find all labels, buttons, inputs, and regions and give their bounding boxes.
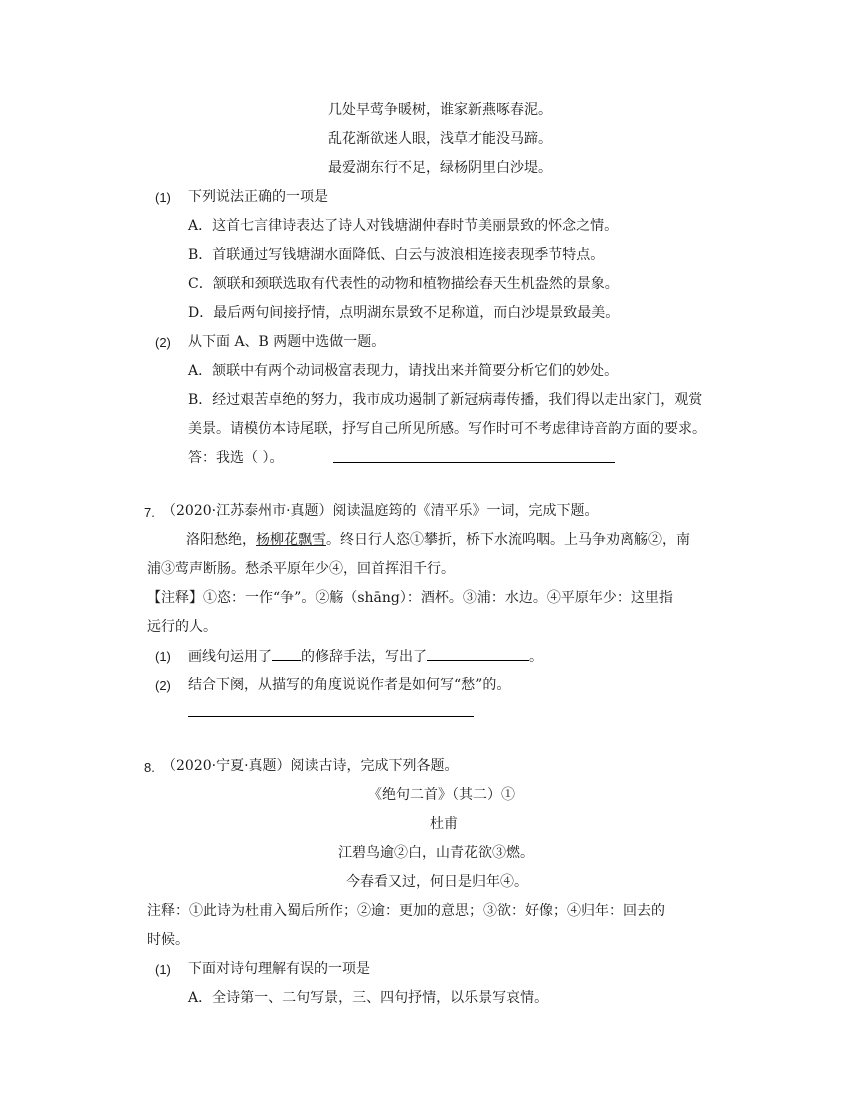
q8-poem-line-1: 江碧鸟逾②白，山青花欲③燃。 xyxy=(338,845,534,861)
q7-text-pre: 洛阳愁绝， xyxy=(186,532,256,548)
q8-source: （2020·宁夏·真题）阅读古诗，完成下列各题。 xyxy=(162,758,459,774)
q7-text-line1 xyxy=(186,530,690,550)
q8-poem-title: 《绝句二首》（其二）① xyxy=(368,787,515,803)
q6-sub2-choice-b-line1: B．经过艰苦卓绝的努力，我市成功遏制了新冠病毒传播，我们得以走出家门，观赏 xyxy=(188,392,703,408)
q6-answer-prompt: 答：我选（ ）。 xyxy=(188,450,284,466)
q7-note-line1: 【注释】①恣：一作“争”。②觞（shāng）：酒杯。③浦：水边。④平原年少：这里指 xyxy=(147,590,673,606)
q6-option-c: C．颔联和颈联选取有代表性的动物和植物描绘春天生机盎然的景象。 xyxy=(188,276,619,292)
q6-sub1-number: (1) xyxy=(155,190,171,205)
q8-number: 8. xyxy=(144,760,155,775)
q6-sub2-number: (2) xyxy=(155,335,171,350)
poem-line-7: 最爱湖东行不足，绿杨阴里白沙堤。 xyxy=(328,160,552,176)
q7-underlined-sentence: 杨柳花飘雪 xyxy=(256,532,326,548)
q7-sub1-blank1[interactable] xyxy=(272,646,301,661)
q6-option-b: B．首联通过写钱塘湖水面降低、白云与波浪相连接表现季节特点。 xyxy=(188,247,605,263)
q6-sub2-choice-b-line2: 美景。请模仿本诗尾联，抒写自己所见所感。写作时可不考虑律诗音韵方面的要求。 xyxy=(188,421,706,437)
q8-poem-line-2: 今春看又过，何日是归年④。 xyxy=(346,874,528,890)
q7-text-line2: 浦③莺声断肠。愁杀平原年少④，回首挥泪千行。 xyxy=(147,561,455,577)
q7-sub1-number: (1) xyxy=(155,649,171,664)
q7-number: 7. xyxy=(144,505,155,520)
q7-sub1-pre: 画线句运用了 xyxy=(188,649,272,665)
q7-sub1-mid: 的修辞手法，写出了 xyxy=(301,649,427,665)
q7-sub1-text xyxy=(188,646,543,667)
q8-sub1-stem: 下面对诗句理解有误的一项是 xyxy=(188,961,370,977)
q7-source: （2020·江苏泰州市·真题）阅读温庭筠的《清平乐》一词，完成下题。 xyxy=(162,503,599,519)
q7-sub2-number: (2) xyxy=(155,678,171,693)
q8-poem-author: 杜甫 xyxy=(430,816,458,832)
q7-sub2-answer-blank[interactable] xyxy=(188,716,474,717)
q8-note-line2: 时候。 xyxy=(147,932,189,948)
q6-option-d: D．最后两句间接抒情，点明湖东景致不足称道，而白沙堤景致最美。 xyxy=(188,305,620,321)
q7-sub1-post: 。 xyxy=(529,649,543,665)
q7-sub2-text: 结合下阕，从描写的角度说说作者是如何写“愁”的。 xyxy=(188,677,511,693)
q8-sub1-number: (1) xyxy=(155,962,171,977)
poem-line-6: 乱花渐欲迷人眼，浅草才能没马蹄。 xyxy=(328,131,552,147)
q6-option-a: A．这首七言律诗表达了诗人对钱塘湖仲春时节美丽景致的怀念之情。 xyxy=(188,218,619,234)
q8-option-a: A．全诗第一、二句写景，三、四句抒情，以乐景写哀情。 xyxy=(188,990,549,1006)
q7-note-line2: 远行的人。 xyxy=(147,619,217,635)
poem-line-5: 几处早莺争暖树，谁家新燕啄春泥。 xyxy=(328,102,552,118)
q8-note-line1: 注释：①此诗为杜甫入蜀后所作；②逾：更加的意思；③欲：好像；④归年：回去的 xyxy=(147,903,665,919)
q7-sub1-blank2[interactable] xyxy=(427,646,529,661)
q7-text-post: 。终日行人恣①攀折，桥下水流呜咽。上马争劝离觞②，南 xyxy=(326,532,690,548)
q6-answer-blank[interactable] xyxy=(333,462,615,463)
q6-sub2-choice-a: A．颔联中有两个动词极富表现力，请找出来并简要分析它们的妙处。 xyxy=(188,363,619,379)
q6-sub2-stem: 从下面 A、B 两题中选做一题。 xyxy=(188,334,386,350)
q6-sub1-stem: 下列说法正确的一项是 xyxy=(188,189,328,205)
